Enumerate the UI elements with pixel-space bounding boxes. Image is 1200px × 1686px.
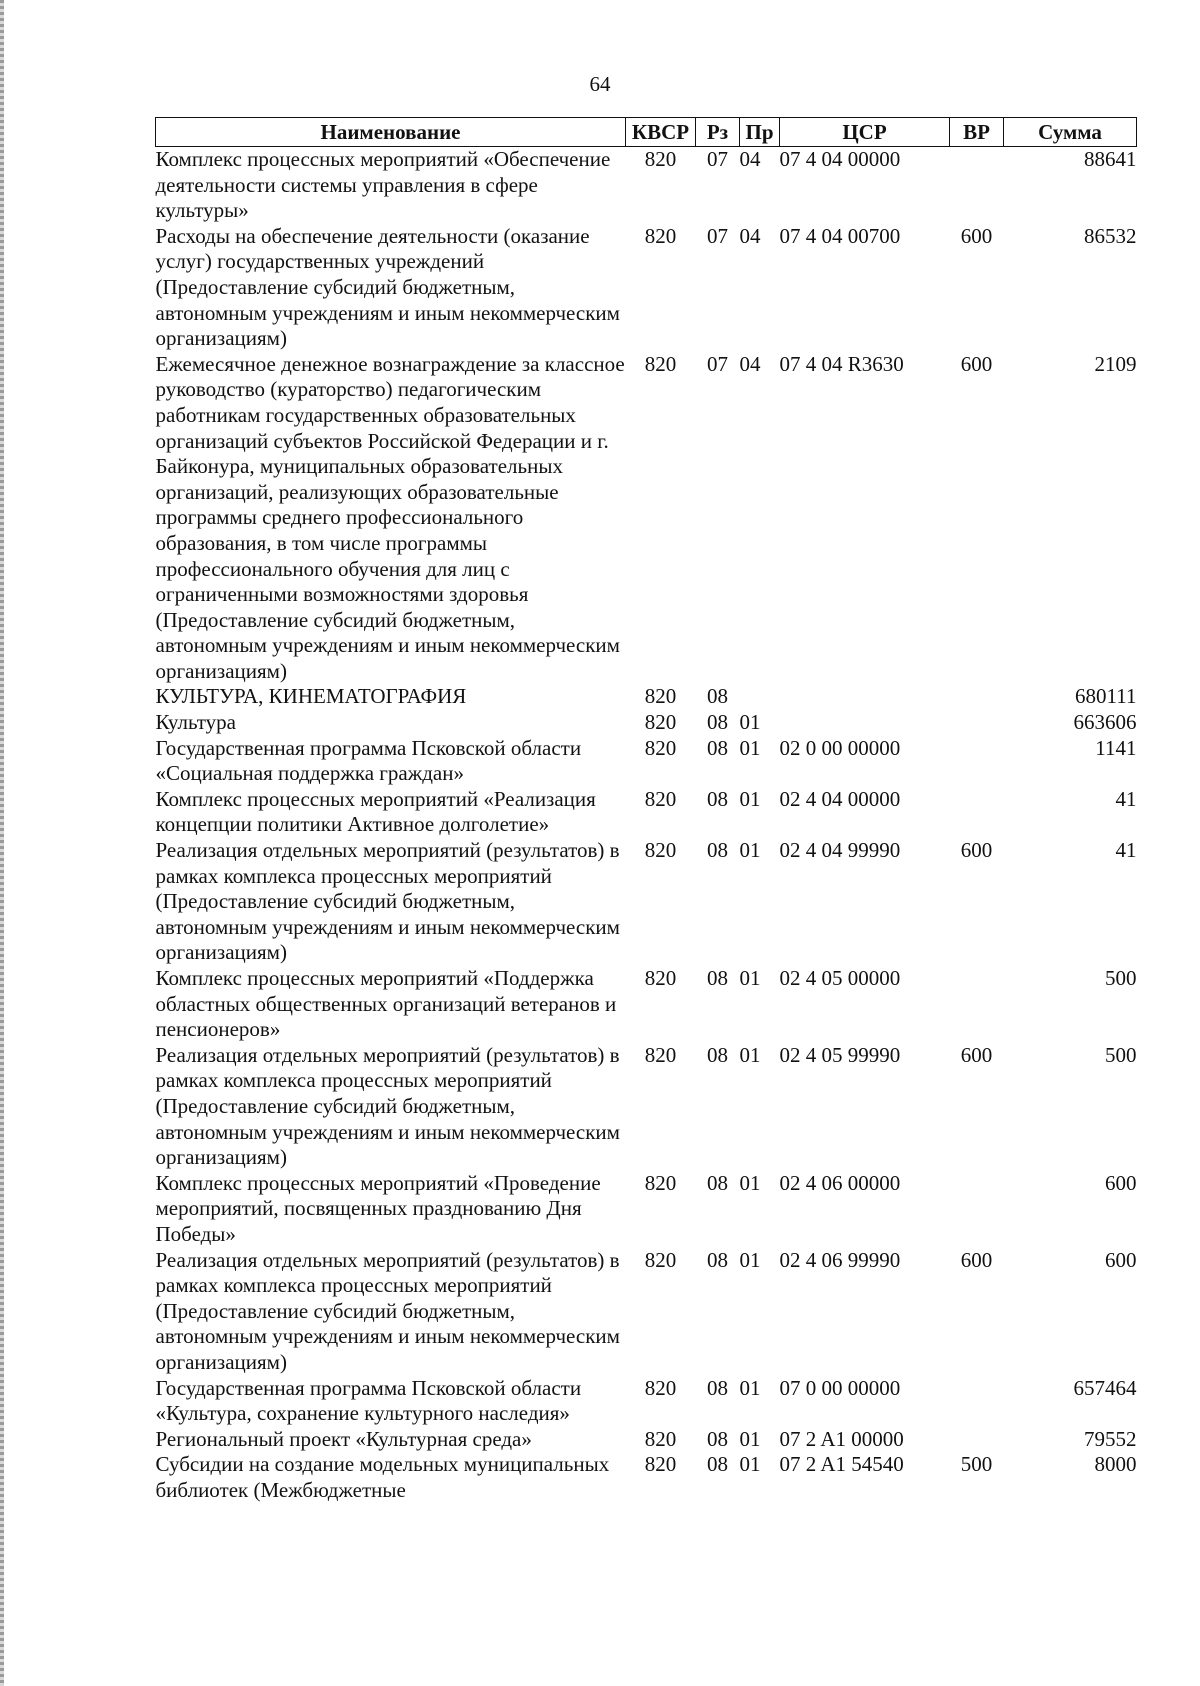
- cell-vr: 600: [960, 351, 993, 376]
- cell-name: Комплекс процессных мероприятий «Обеспечение деятельности системы управления в сфере культуры»: [155, 147, 611, 223]
- table-row: [156, 787, 1137, 838]
- table-row: [156, 1043, 1137, 1171]
- cell-pr: 04: [739, 223, 761, 248]
- cell-name: Государственная программа Псковской области «Культура, сохранение культурного наследия»: [155, 1375, 582, 1426]
- table-row: [156, 1452, 1137, 1503]
- cell-rz: 08: [707, 1375, 728, 1400]
- cell-kvsr: 820: [644, 1452, 677, 1477]
- cell-kvsr: 820: [644, 1042, 677, 1067]
- cell-rz: 07: [707, 351, 728, 376]
- cell-sum: 500: [1105, 1042, 1137, 1067]
- cell-rz: 08: [707, 1426, 728, 1451]
- cell-rz: 07: [707, 223, 728, 248]
- cell-csr: 07 4 04 00000: [779, 147, 901, 171]
- cell-csr: 07 2 A1 54540: [779, 1452, 904, 1477]
- cell-pr: 01: [739, 786, 761, 811]
- cell-sum: 41: [1115, 786, 1137, 811]
- cell-kvsr: 820: [644, 684, 677, 709]
- header-pr: Пр: [740, 118, 780, 147]
- cell-name: Реализация отдельных мероприятий (результатов) в рамках комплекса процессных мероприятий (Предоставление субсидий бюджетным, автономным учреждениям и иным некоммерческим организациям): [155, 838, 620, 965]
- table-row: [156, 1171, 1137, 1248]
- cell-vr: [950, 787, 1004, 838]
- cell-csr: 02 4 06 00000: [779, 1170, 901, 1195]
- cell-rz: 08: [707, 966, 728, 990]
- cell-pr: 01: [739, 1375, 761, 1400]
- cell-rz: 08: [707, 1452, 728, 1477]
- cell-csr: 02 4 04 00000: [779, 786, 901, 811]
- cell-sum: 680111: [1075, 684, 1137, 709]
- table-row: [156, 838, 1137, 966]
- cell-rz: 08: [707, 786, 728, 811]
- cell-pr: 01: [739, 1247, 761, 1272]
- cell-vr: 500: [960, 1452, 993, 1477]
- page-number: 64: [589, 72, 611, 96]
- table-header-row: [156, 118, 1137, 147]
- cell-kvsr: 820: [644, 735, 677, 760]
- cell-name: Субсидии на создание модельных муниципальных библиотек (Межбюджетные: [155, 1452, 610, 1502]
- cell-csr: 02 4 05 00000: [779, 966, 901, 990]
- cell-csr: 02 0 00 00000: [779, 735, 901, 760]
- cell-sum: 600: [1105, 1247, 1137, 1272]
- cell-kvsr: 820: [644, 786, 677, 811]
- cell-csr: 07 4 04 00700: [779, 223, 901, 248]
- header-kvsr: КВСР: [626, 118, 696, 147]
- cell-csr: 02 4 05 99990: [779, 1042, 901, 1067]
- cell-vr: [950, 147, 1004, 224]
- cell-vr: 600: [960, 1042, 993, 1067]
- cell-name: Региональный проект «Культурная среда»: [155, 1426, 532, 1451]
- header-rz: Рз: [696, 118, 740, 147]
- cell-kvsr: 820: [644, 351, 677, 376]
- cell-vr: [950, 736, 1004, 787]
- cell-sum: 657464: [1073, 1375, 1137, 1400]
- table-row: [156, 1248, 1137, 1376]
- cell-vr: 600: [960, 838, 993, 863]
- table-row: [156, 1376, 1137, 1427]
- cell-sum: 88641: [1084, 147, 1137, 171]
- cell-kvsr: 820: [644, 1426, 677, 1451]
- table-row: [156, 966, 1137, 1043]
- cell-rz: 08: [707, 1170, 728, 1195]
- cell-kvsr: 820: [644, 966, 677, 990]
- cell-pr: 01: [739, 1042, 761, 1067]
- cell-name: Реализация отдельных мероприятий (результатов) в рамках комплекса процессных мероприятий (Предоставление субсидий бюджетным, автономным учреждениям и иным некоммерческим организациям): [155, 1042, 620, 1170]
- cell-pr: 04: [739, 351, 761, 376]
- cell-kvsr: 820: [644, 1170, 677, 1195]
- cell-rz: 08: [707, 1247, 728, 1272]
- cell-csr: 02 4 06 99990: [779, 1247, 901, 1272]
- budget-table: [155, 117, 1137, 1503]
- cell-rz: 08: [707, 710, 728, 735]
- cell-sum: 500: [1105, 966, 1137, 990]
- cell-name: Комплекс процессных мероприятий «Реализация концепции политики Активное долголетие»: [155, 786, 596, 837]
- cell-rz: 08: [707, 838, 728, 863]
- cell-sum: 41: [1115, 838, 1137, 863]
- cell-pr: 01: [739, 838, 761, 863]
- cell-name: Государственная программа Псковской области «Социальная поддержка граждан»: [155, 735, 582, 786]
- cell-pr: 01: [739, 966, 761, 990]
- table-row: [156, 147, 1137, 224]
- cell-vr: [950, 1171, 1004, 1248]
- cell-kvsr: 820: [644, 710, 677, 735]
- cell-kvsr: 820: [644, 838, 677, 863]
- cell-rz: 07: [707, 147, 728, 171]
- table-row: [156, 224, 1137, 352]
- cell-pr: [740, 684, 780, 710]
- cell-csr: 07 4 04 R3630: [779, 351, 904, 376]
- table-row: [156, 684, 1137, 710]
- header-csr: ЦСР: [780, 118, 950, 147]
- cell-pr: 01: [739, 1452, 761, 1477]
- cell-vr: 600: [960, 223, 993, 248]
- cell-kvsr: 820: [644, 147, 677, 171]
- table-row: [156, 352, 1137, 685]
- cell-pr: 01: [739, 1170, 761, 1195]
- cell-csr: 02 4 04 99990: [779, 838, 901, 863]
- cell-pr: 04: [739, 147, 761, 171]
- cell-sum: 2109: [1094, 351, 1137, 376]
- cell-pr: 01: [739, 1426, 761, 1451]
- cell-csr: 07 0 00 00000: [779, 1375, 901, 1400]
- cell-sum: 600: [1105, 1170, 1137, 1195]
- cell-sum: 79552: [1084, 1426, 1137, 1451]
- cell-name: Комплекс процессных мероприятий «Поддержка областных общественных организаций ветеранов и пенсионеров»: [155, 966, 617, 1042]
- cell-vr: [950, 1427, 1004, 1453]
- table-row: [156, 1427, 1137, 1453]
- cell-name: Ежемесячное денежное вознаграждение за классное руководство (кураторство) педагогическим работникам государственных образовательных организаций субъектов Российской Федерации и г. Байконура, муниципальных образовательных организаций, реализующих образовательные программы среднего профессионального образования, в том числе программы профессионального обучения для лиц с ограниченными возможностями здоровья (Предоставление субсидий бюджетным, автономным учреждениям и иным некоммерческим организациям): [155, 351, 625, 683]
- cell-vr: [950, 710, 1004, 736]
- cell-pr: 01: [739, 735, 761, 760]
- cell-rz: 08: [707, 735, 728, 760]
- cell-vr: [950, 684, 1004, 710]
- cell-vr: [950, 1376, 1004, 1427]
- cell-name: КУЛЬТУРА, КИНЕМАТОГРАФИЯ: [155, 684, 467, 709]
- cell-sum: 8000: [1094, 1452, 1137, 1477]
- cell-csr: 07 2 A1 00000: [779, 1426, 904, 1451]
- cell-pr: 01: [739, 710, 761, 735]
- cell-rz: 08: [707, 684, 728, 709]
- cell-sum: 86532: [1084, 223, 1137, 248]
- cell-name: Культура: [155, 710, 236, 735]
- cell-csr: [780, 684, 950, 710]
- header-name: Наименование: [156, 118, 626, 147]
- cell-name: Комплекс процессных мероприятий «Проведение мероприятий, посвященных празднованию Дня Победы»: [155, 1170, 601, 1246]
- cell-sum: 663606: [1073, 710, 1137, 735]
- cell-kvsr: 820: [644, 223, 677, 248]
- cell-vr: 600: [960, 1247, 993, 1272]
- cell-vr: [950, 966, 1004, 1043]
- cell-name: Расходы на обеспечение деятельности (оказание услуг) государственных учреждений (Предоставление субсидий бюджетным, автономным учреждениям и иным некоммерческим организациям): [155, 223, 620, 351]
- cell-kvsr: 820: [644, 1247, 677, 1272]
- scan-edge: [0, 0, 4, 1686]
- cell-csr: [780, 710, 950, 736]
- cell-name: Реализация отдельных мероприятий (результатов) в рамках комплекса процессных мероприятий (Предоставление субсидий бюджетным, автономным учреждениям и иным некоммерческим организациям): [155, 1247, 620, 1374]
- header-vr: ВР: [950, 118, 1004, 147]
- table-row: [156, 710, 1137, 736]
- cell-sum: 1141: [1095, 735, 1137, 760]
- cell-rz: 08: [707, 1042, 728, 1067]
- cell-kvsr: 820: [644, 1375, 677, 1400]
- table-row: [156, 736, 1137, 787]
- header-sum: Сумма: [1004, 118, 1137, 147]
